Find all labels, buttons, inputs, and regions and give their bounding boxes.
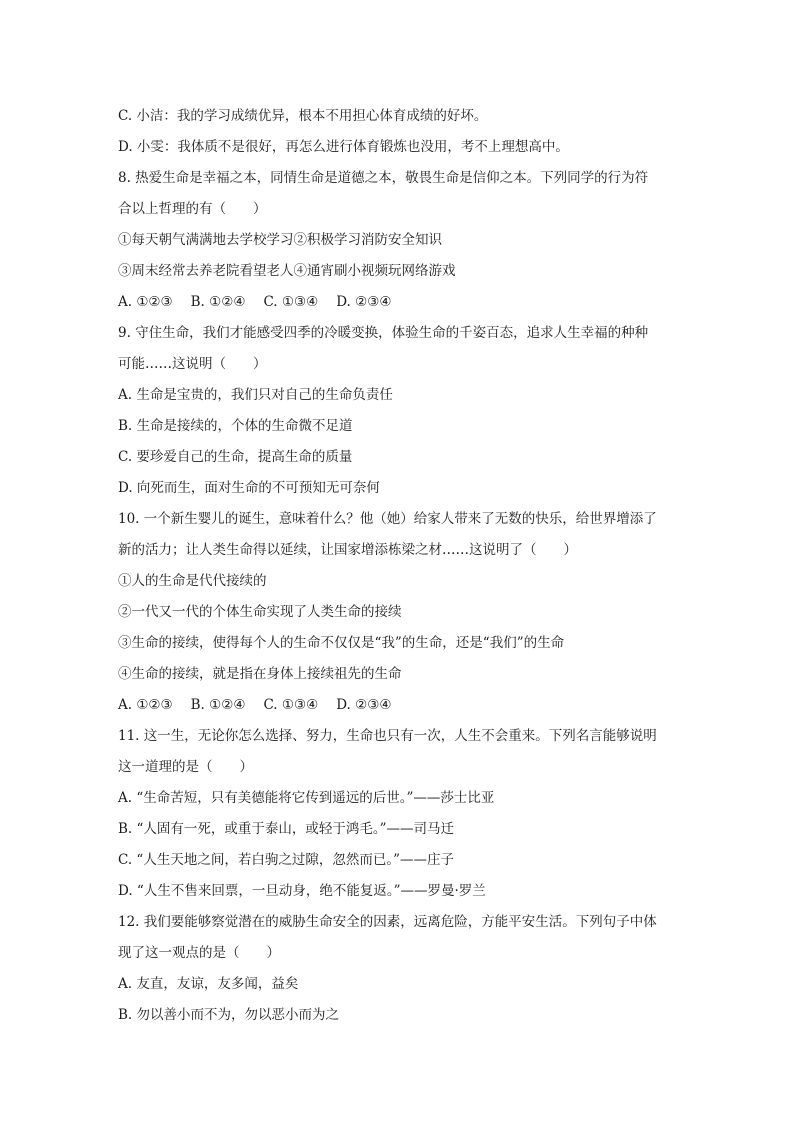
q10-statement-1: ①人的生命是代代接续的 <box>118 573 267 589</box>
document-page <box>118 101 678 1031</box>
q10-statement-2: ②一代又一代的个体生命实现了人类生命的接续 <box>118 604 402 620</box>
q8-stem-line2: 合以上哲理的有（ ） <box>118 201 267 217</box>
q11-stem-line2: 这一道理的是（ ） <box>118 759 253 775</box>
q12-stem-line2: 现了这一观点的是（ ） <box>118 945 280 961</box>
q7-option-c: C. 小洁：我的学习成绩优异，根本不用担心体育成绩的好坏。 <box>118 108 488 124</box>
q8-options <box>118 287 678 318</box>
q9-stem-line2: 可能……这说明（ ） <box>118 356 267 372</box>
q10-statement-4: ④生命的接续，就是指在身体上接续祖先的生命 <box>118 666 402 682</box>
q9-stem-line1: 9. 守住生命，我们才能感受四季的冷暖变换，体验生命的千姿百态，追求人生幸福的种种 <box>118 325 649 341</box>
q11-option-c: C. “人生天地之间，若白驹之过隙，忽然而已。”——庄子 <box>118 852 454 868</box>
q10-options <box>118 690 678 721</box>
q11-option-d: D. “人生不售来回票，一旦动身，绝不能复返。”——罗曼·罗兰 <box>118 883 486 899</box>
q8-option-a: A. ①②③ <box>118 294 173 310</box>
q8-stem-line1: 8. 热爱生命是幸福之本，同情生命是道德之本，敬畏生命是信仰之本。下列同学的行为符 <box>118 170 649 186</box>
q10-option-a: A. ①②③ <box>118 697 173 713</box>
q10-statement-3: ③生命的接续，使得每个人的生命不仅仅是“我”的生命，还是“我们”的生命 <box>118 635 565 651</box>
q8-statement-3-4: ③周末经常去养老院看望老人④通宵刷小视频玩网络游戏 <box>118 263 456 279</box>
q11-option-a: A. “生命苦短，只有美德能将它传到遥远的后世。”——莎士比亚 <box>118 790 495 806</box>
q9-option-d: D. 向死而生，面对生命的不可预知无可奈何 <box>118 480 380 496</box>
q8-option-b: B. ①②④ <box>190 294 246 310</box>
q10-option-d: D. ②③④ <box>336 697 392 713</box>
q9-option-b: B. 生命是接续的，个体的生命微不足道 <box>118 418 353 434</box>
q11-option-b: B. “人固有一死，或重于泰山，或轻于鸿毛。”——司马迁 <box>118 821 455 837</box>
q8-option-c: C. ①③④ <box>263 294 319 310</box>
q10-stem-line1: 10. 一个新生婴儿的诞生，意味着什么？他（她）给家人带来了无数的快乐，给世界增添了 <box>118 511 657 527</box>
q8-option-d: D. ②③④ <box>336 294 392 310</box>
q11-stem-line1: 11. 这一生，无论你怎么选择、努力，生命也只有一次，人生不会重来。下列名言能够说明 <box>118 728 657 744</box>
q12-option-b: B. 勿以善小而不为，勿以恶小而为之 <box>118 1007 340 1023</box>
q8-statement-1-2: ①每天朝气满满地去学校学习②积极学习消防安全知识 <box>118 232 442 248</box>
q12-option-a: A. 友直，友谅，友多闻，益矣 <box>118 976 299 992</box>
q10-stem-line2: 新的活力；让人类生命得以延续，让国家增添栋梁之材……这说明了（ ） <box>118 542 577 558</box>
q12-stem-line1: 12. 我们要能够察觉潜在的威胁生命安全的因素，远离危险，方能平安生活。下列句子中体 <box>118 914 657 930</box>
q9-option-a: A. 生命是宝贵的，我们只对自己的生命负责任 <box>118 387 393 403</box>
q10-option-b: B. ①②④ <box>190 697 246 713</box>
q9-option-c: C. 要珍爱自己的生命，提高生命的质量 <box>118 449 353 465</box>
q7-option-d: D. 小雯：我体质不是很好，再怎么进行体育锻炼也没用，考不上理想高中。 <box>118 139 569 155</box>
q10-option-c: C. ①③④ <box>263 697 319 713</box>
